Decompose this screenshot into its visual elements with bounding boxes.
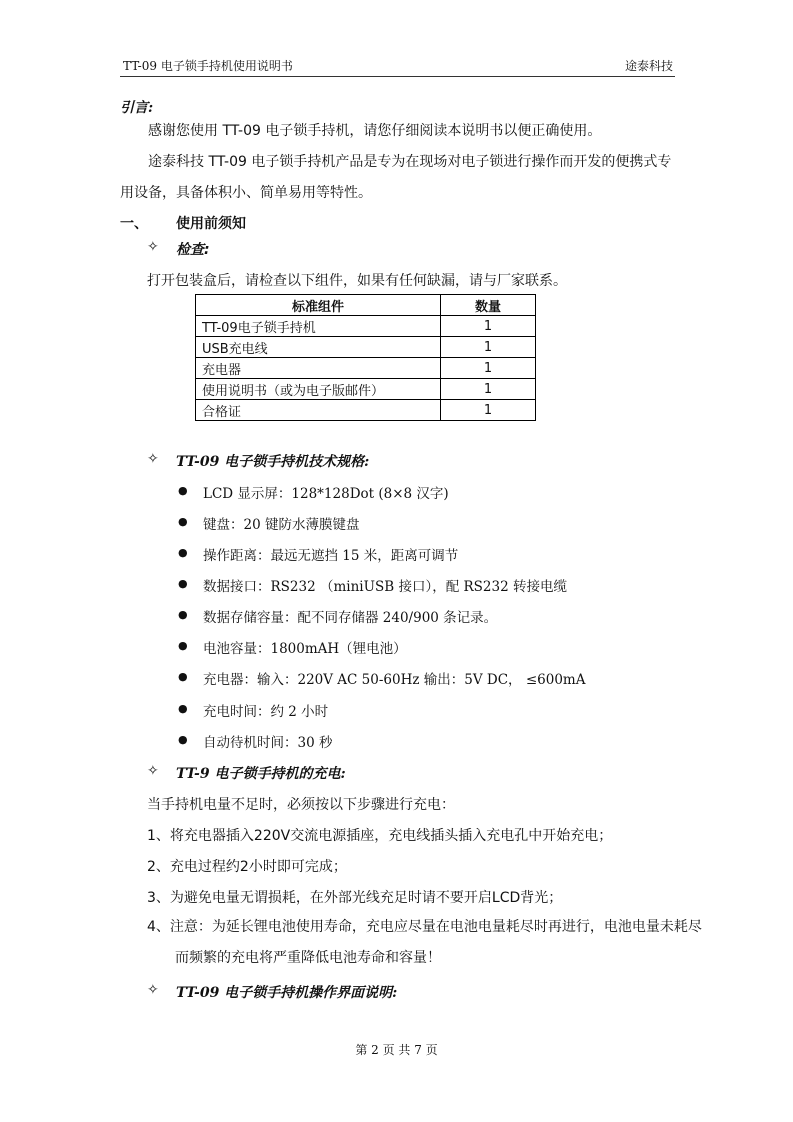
charging-intro: 当手持机电量不足时，必须按以下步骤进行充电：: [147, 797, 455, 813]
table-cell-item: 充电器: [196, 358, 441, 379]
intro-line-2: 途泰科技 TT-09 电子锁手持机产品是专为在现场对电子锁进行操作而开发的便携式专用设备，具备体积小、简单易用等特性。: [120, 154, 672, 201]
check-text: 打开包装盒后，请检查以下组件，如果有任何缺漏，请与厂家联系。: [147, 273, 567, 289]
charging-step: 4、注意：为延长锂电池使用寿命，充电应尽量在电池电量耗尽时再进行，电池电量未耗尽而频繁的充电将严重降低电池寿命和容量！: [147, 919, 702, 966]
filled-circle-bullet-icon: ●: [178, 546, 188, 559]
spec-item: 电池容量：1800mAH（锂电池）: [203, 641, 407, 657]
table-cell-item: 使用说明书（或为电子版邮件）: [196, 379, 441, 400]
intro-line-1: 感谢您使用 TT-09 电子锁手持机，请您仔细阅读本说明书以便正确使用。: [148, 123, 602, 139]
table-cell-qty: 1: [441, 358, 536, 379]
spec-item: 数据存储容量：配不同存储器 240/900 条记录。: [203, 610, 498, 626]
interface-title: TT-09 电子锁手持机操作界面说明:: [176, 985, 398, 1001]
section-title: 使用前须知: [176, 216, 246, 232]
filled-circle-bullet-icon: ●: [178, 608, 188, 621]
page-footer: 第 2 页 共 7 页: [355, 1043, 438, 1057]
table-cell-qty: 1: [441, 379, 536, 400]
spec-item: 充电器：输入：220V AC 50-60Hz 输出：5V DC， ≤600mA: [203, 672, 586, 688]
table-row: [196, 337, 536, 358]
filled-circle-bullet-icon: ●: [178, 577, 188, 590]
spec-item: 键盘：20 键防水薄膜键盘: [203, 517, 360, 533]
diamond-outline-icon: ✧: [147, 982, 159, 998]
intro-heading: 引言:: [120, 100, 154, 116]
charging-title: TT-9 电子锁手持机的充电:: [176, 766, 346, 782]
section-number: 一、: [120, 216, 148, 232]
table-cell-item: TT-09电子锁手持机: [196, 316, 441, 337]
table-header-cell: 数量: [441, 295, 536, 316]
doc-header-title: TT-09 电子锁手持机使用说明书: [123, 59, 293, 73]
spec-item: 数据接口：RS232 （miniUSB 接口），配 RS232 转接电缆: [203, 579, 567, 595]
diamond-outline-icon: ✧: [147, 239, 159, 255]
charging-step: 1、将充电器插入220V交流电源插座，充电线插头插入充电孔中开始充电；: [147, 828, 613, 844]
table-row: [196, 400, 536, 421]
table-header-row: [196, 295, 536, 316]
spec-item: 充电时间：约 2 小时: [203, 704, 329, 720]
spec-item: LCD 显示屏：128*128Dot (8×8 汉字): [203, 486, 449, 502]
table-cell-item: 合格证: [196, 400, 441, 421]
check-title: 检查:: [176, 242, 210, 258]
filled-circle-bullet-icon: ●: [178, 733, 188, 746]
table-header-cell: 标准组件: [196, 295, 441, 316]
diamond-outline-icon: ✧: [147, 451, 159, 467]
filled-circle-bullet-icon: ●: [178, 484, 188, 497]
charging-step: 2、充电过程约2小时即可完成；: [147, 859, 347, 875]
filled-circle-bullet-icon: ●: [178, 515, 188, 528]
table-cell-qty: 1: [441, 400, 536, 421]
table-row: [196, 316, 536, 337]
specs-title: TT-09 电子锁手持机技术规格:: [176, 454, 370, 470]
components-table: [195, 294, 536, 421]
spec-item: 自动待机时间：30 秒: [203, 735, 333, 751]
filled-circle-bullet-icon: ●: [178, 639, 188, 652]
table-cell-qty: 1: [441, 337, 536, 358]
filled-circle-bullet-icon: ●: [178, 702, 188, 715]
filled-circle-bullet-icon: ●: [178, 670, 188, 683]
table-row: [196, 358, 536, 379]
table-cell-item: USB充电线: [196, 337, 441, 358]
doc-header-company: 途泰科技: [624, 59, 673, 73]
table-cell-qty: 1: [441, 316, 536, 337]
table-row: [196, 379, 536, 400]
spec-item: 操作距离：最远无遮挡 15 米，距离可调节: [203, 548, 459, 564]
charging-step: 3、为避免电量无谓损耗，在外部光线充足时请不要开启LCD背光；: [147, 890, 563, 906]
header-divider: [120, 76, 675, 77]
diamond-outline-icon: ✧: [147, 763, 159, 779]
